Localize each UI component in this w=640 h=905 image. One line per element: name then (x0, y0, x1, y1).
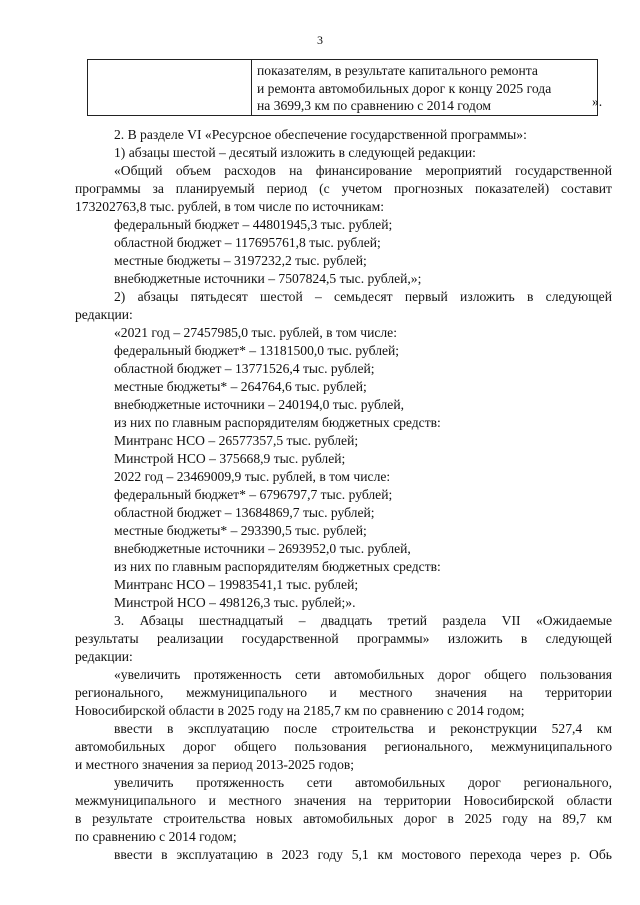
continuation-table (87, 59, 598, 116)
text-line: по сравнению с 2014 годом; (75, 829, 237, 844)
text-line: межмуниципального и местного значения на территории Новосибирской области (75, 793, 612, 808)
text-line: областной бюджет – 13684869,7 тыс. рублей; (114, 505, 375, 520)
text-line: федеральный бюджет* – 6796797,7 тыс. рублей; (114, 487, 393, 502)
text-line: редакции: (75, 307, 133, 322)
text-line: Новосибирской области в 2025 году на 2185,7 км по сравнению с 2014 годом; (75, 703, 525, 718)
text-line: внебюджетные источники – 7507824,5 тыс. рублей,»; (114, 271, 422, 286)
table-closing-mark: ». (592, 94, 603, 109)
table-cell-empty (88, 60, 252, 116)
text-line: 2022 год – 23469009,9 тыс. рублей, в том числе: (114, 469, 391, 484)
text-line: местные бюджеты* – 264764,6 тыс. рублей; (114, 379, 367, 394)
table-row (88, 60, 598, 116)
text-line: 1) абзацы шестой – десятый изложить в следующей редакции: (114, 145, 476, 160)
text-line: областной бюджет – 13771526,4 тыс. рублей; (114, 361, 375, 376)
text-line: программы за планируемый период (с учетом прогнозных показателей) составит (75, 181, 612, 196)
table-cell-line: показателям, в результате капитального ремонта (257, 63, 538, 78)
text-line: «увеличить протяженность сети автомобильных дорог общего пользования (114, 667, 612, 682)
text-line: областной бюджет – 117695761,8 тыс. рублей; (114, 235, 381, 250)
text-line: из них по главным распорядителям бюджетных средств: (114, 415, 441, 430)
text-line: 173202763,8 тыс. рублей, в том числе по источникам: (75, 199, 385, 214)
text-line: федеральный бюджет – 44801945,3 тыс. рублей; (114, 217, 393, 232)
text-line: «Общий объем расходов на финансирование мероприятий государственной (114, 163, 612, 178)
table-cell-line: на 3699,3 км по сравнению с 2014 годом (257, 98, 491, 113)
text-line: местные бюджеты – 3197232,2 тыс. рублей; (114, 253, 367, 268)
text-line: в результате строительства новых автомобильных дорог в 2025 году на 89,7 км (75, 811, 612, 826)
text-line: Минтранс НСО – 26577357,5 тыс. рублей; (114, 433, 359, 448)
text-line: внебюджетные источники – 2693952,0 тыс. рублей, (114, 541, 411, 556)
text-line: регионального, межмуниципального и местного значения на территории (75, 685, 612, 700)
text-line: Минтранс НСО – 19983541,1 тыс. рублей; (114, 577, 359, 592)
text-line: из них по главным распорядителям бюджетных средств: (114, 559, 441, 574)
page-number: 3 (317, 33, 323, 47)
text-line: местные бюджеты* – 293390,5 тыс. рублей; (114, 523, 367, 538)
text-line: увеличить протяженность сети автомобильных дорог регионального, (114, 775, 612, 790)
text-line: ввести в эксплуатацию в 2023 году 5,1 км мостового перехода через р. Обь (114, 847, 612, 862)
text-line: 2) абзацы пятьдесят шестой – семьдесят первый изложить в следующей (114, 289, 612, 304)
text-line: 2. В разделе VI «Ресурсное обеспечение государственной программы»: (114, 127, 527, 142)
document-body (75, 126, 612, 864)
text-line: федеральный бюджет* – 13181500,0 тыс. рублей; (114, 343, 400, 358)
text-line: и местного значения за период 2013-2025 годов; (75, 757, 355, 772)
table-cell-line: и ремонта автомобильных дорог к концу 2025 года (257, 80, 552, 96)
text-line: 3. Абзацы шестнадцатый – двадцать третий раздела VII «Ожидаемые (114, 613, 612, 628)
text-line: «2021 год – 27457985,0 тыс. рублей, в том числе: (114, 325, 397, 340)
text-line: Минстрой НСО – 498126,3 тыс. рублей;». (114, 595, 356, 610)
text-line: результаты реализации государственной программы» изложить в следующей (75, 631, 612, 646)
table-cell-text (252, 60, 598, 116)
text-line: автомобильных дорог общего пользования регионального, межмуниципального (75, 739, 612, 754)
text-line: редакции: (75, 649, 133, 664)
text-line: ввести в эксплуатацию после строительства и реконструкции 527,4 км (114, 721, 612, 736)
text-line: внебюджетные источники – 240194,0 тыс. рублей, (114, 397, 405, 412)
text-line: Минстрой НСО – 375668,9 тыс. рублей; (114, 451, 346, 466)
